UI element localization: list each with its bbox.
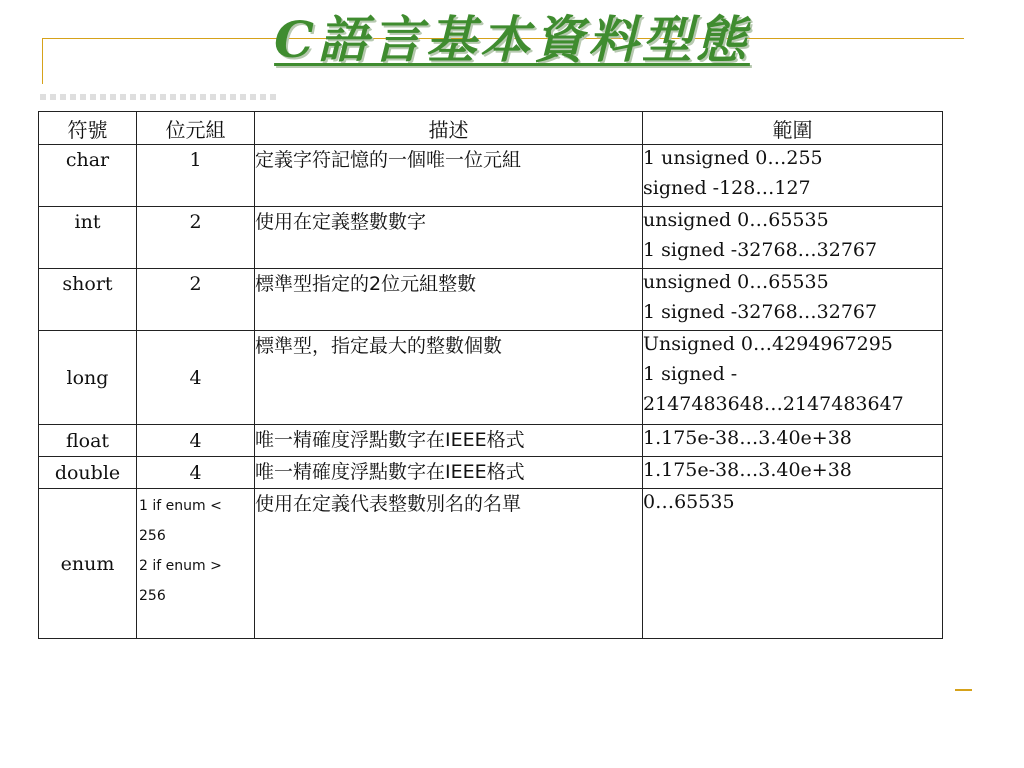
header-description: 描述: [255, 112, 643, 145]
range-line: signed -128…127: [643, 177, 811, 199]
cell-bytes: 2: [137, 269, 255, 331]
cell-description: 使用在定義代表整數別名的名單: [255, 489, 643, 639]
table-row: [39, 207, 943, 269]
cell-range: [643, 331, 943, 425]
bytes-line: 256: [139, 588, 166, 604]
cell-symbol: enum: [39, 489, 137, 639]
table-row: [39, 457, 943, 489]
table-header-row: [39, 112, 943, 145]
cell-symbol: char: [39, 145, 137, 207]
data-types-table: [38, 111, 943, 639]
cell-symbol: short: [39, 269, 137, 331]
cell-bytes: 4: [137, 331, 255, 425]
cell-description: 唯一精確度浮點數字在IEEE格式: [255, 457, 643, 489]
range-line: 1 signed -: [643, 363, 738, 385]
table-row: [39, 269, 943, 331]
range-line: 1 signed -32768…32767: [643, 301, 878, 323]
header-range: 範圍: [643, 112, 943, 145]
range-line: unsigned 0…65535: [643, 271, 829, 293]
table-row: [39, 425, 943, 457]
cell-symbol: double: [39, 457, 137, 489]
cell-description: 使用在定義整數數字: [255, 207, 643, 269]
cell-bytes: 4: [137, 457, 255, 489]
cell-range: [643, 145, 943, 207]
range-line: 1 unsigned 0…255: [643, 147, 823, 169]
cell-symbol: float: [39, 425, 137, 457]
cell-range: [643, 207, 943, 269]
bytes-line: 1 if enum <: [139, 498, 222, 514]
range-line: unsigned 0…65535: [643, 209, 829, 231]
range-line: 1.175e-38…3.40e+38: [643, 459, 852, 481]
cell-description: 唯一精確度浮點數字在IEEE格式: [255, 425, 643, 457]
cell-symbol: long: [39, 331, 137, 425]
bytes-line: 256: [139, 528, 166, 544]
table-row: [39, 331, 943, 425]
table-row: [39, 145, 943, 207]
cell-bytes: 1: [137, 145, 255, 207]
cell-range: [643, 425, 943, 457]
header-bytes: 位元組: [137, 112, 255, 145]
range-line: 2147483648…2147483647: [643, 393, 904, 415]
table-row: [39, 489, 943, 639]
cell-description: 標準型指定的2位元組整數: [255, 269, 643, 331]
cell-bytes: 4: [137, 425, 255, 457]
cell-bytes: [137, 489, 255, 639]
cell-range: [643, 269, 943, 331]
cell-bytes: 2: [137, 207, 255, 269]
header-symbol: 符號: [39, 112, 137, 145]
cell-symbol: int: [39, 207, 137, 269]
right-accent-tick: [955, 689, 972, 691]
faint-ghost-text: [40, 94, 280, 100]
bytes-line: 2 if enum >: [139, 558, 222, 574]
slide-title: C語言基本資料型態: [274, 10, 750, 69]
cell-description: 定義字符記憶的一個唯一位元組: [255, 145, 643, 207]
range-line: Unsigned 0…4294967295: [643, 333, 893, 355]
range-line: 1 signed -32768…32767: [643, 239, 878, 261]
cell-range: [643, 457, 943, 489]
cell-range: [643, 489, 943, 639]
range-line: 0…65535: [643, 491, 735, 513]
range-line: 1.175e-38…3.40e+38: [643, 427, 852, 449]
cell-description: 標準型，指定最大的整數個數: [255, 331, 643, 425]
